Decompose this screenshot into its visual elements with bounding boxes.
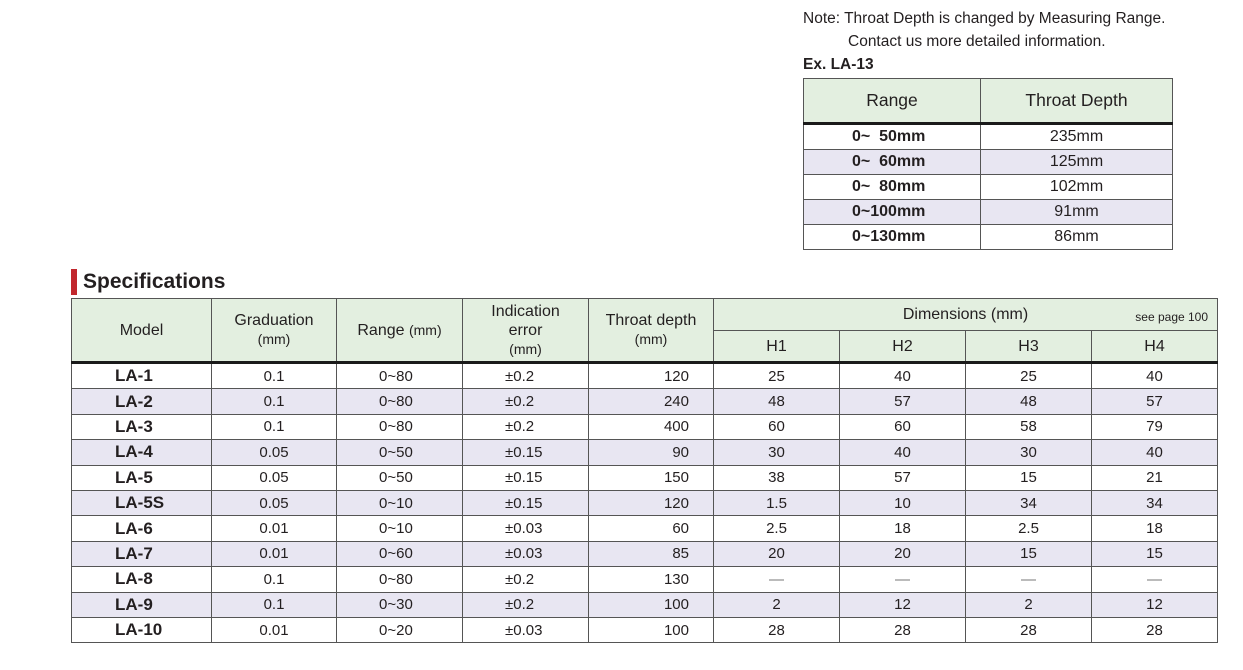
h2-cell: 57 [840,389,966,414]
header-h4: H4 [1092,331,1218,363]
h4-cell: 21 [1092,465,1218,490]
table-row [804,150,1173,175]
throat-depth-cell: 240 [589,389,714,414]
h4-cell: 18 [1092,516,1218,541]
graduation-cell: 0.05 [212,490,337,515]
model-cell: LA-3 [72,414,212,439]
h3-cell: 28 [966,617,1092,642]
depth-cell: 102mm [981,175,1173,200]
h3-cell: 2.5 [966,516,1092,541]
h1-cell: 30 [714,440,840,465]
throat-depth-note [803,7,1165,53]
range-cell: 0~10 [337,490,463,515]
header-model: Model [72,299,212,363]
range-cell: 0~130mm [804,225,981,250]
graduation-cell: 0.01 [212,541,337,566]
range-cell: 0~50 [337,465,463,490]
model-cell: LA-10 [72,617,212,642]
throat-depth-cell: 85 [589,541,714,566]
model-cell: LA-9 [72,592,212,617]
graduation-cell: 0.01 [212,516,337,541]
depth-cell: 91mm [981,200,1173,225]
graduation-cell: 0.1 [212,414,337,439]
graduation-cell: 0.1 [212,389,337,414]
h1-cell: 25 [714,363,840,389]
indication-error-cell: ±0.03 [463,541,589,566]
graduation-cell: 0.1 [212,363,337,389]
note-line-2: Contact us more detailed information. [848,33,1106,50]
table-row [72,541,1218,566]
range-cell: 0~ 50mm [804,124,981,150]
table-row [72,440,1218,465]
h2-cell: 12 [840,592,966,617]
table-row [72,567,1218,592]
model-cell: LA-5S [72,490,212,515]
table-row [72,490,1218,515]
h4-cell: 12 [1092,592,1218,617]
indication-error-cell: ±0.15 [463,440,589,465]
heading-accent-bar [71,269,77,295]
h3-cell: — [966,567,1092,592]
h2-cell: 57 [840,465,966,490]
h4-cell: 15 [1092,541,1218,566]
h2-cell: 28 [840,617,966,642]
range-cell: 0~10 [337,516,463,541]
indication-error-cell: ±0.15 [463,490,589,515]
model-cell: LA-1 [72,363,212,389]
indication-error-cell: ±0.03 [463,617,589,642]
throat-depth-cell: 90 [589,440,714,465]
indication-error-cell: ±0.03 [463,516,589,541]
range-cell: 0~60 [337,541,463,566]
table-row [804,124,1173,150]
graduation-cell: 0.1 [212,592,337,617]
graduation-cell: 0.01 [212,617,337,642]
model-cell: LA-6 [72,516,212,541]
header-dimensions [714,299,1218,331]
h2-cell: 10 [840,490,966,515]
header-h2: H2 [840,331,966,363]
graduation-cell: 0.1 [212,567,337,592]
example-label: Ex. LA-13 [803,56,874,73]
range-cell: 0~ 80mm [804,175,981,200]
h3-cell: 30 [966,440,1092,465]
header-throat-depth: Throat Depth [981,79,1173,124]
note-line-1: Note: Throat Depth is changed by Measuring Range. [803,10,1166,27]
h4-cell: 57 [1092,389,1218,414]
table-row [72,389,1218,414]
header-range: Range (mm) [337,299,463,363]
example-range-table [803,78,1173,250]
h1-cell: 28 [714,617,840,642]
h1-cell: 60 [714,414,840,439]
indication-error-cell: ±0.15 [463,465,589,490]
depth-cell: 86mm [981,225,1173,250]
model-cell: LA-2 [72,389,212,414]
h1-cell: 1.5 [714,490,840,515]
graduation-cell: 0.05 [212,440,337,465]
h1-cell: 38 [714,465,840,490]
h3-cell: 2 [966,592,1092,617]
throat-depth-cell: 400 [589,414,714,439]
range-cell: 0~80 [337,363,463,389]
range-cell: 0~ 60mm [804,150,981,175]
indication-error-cell: ±0.2 [463,389,589,414]
range-cell: 0~30 [337,592,463,617]
h4-cell: — [1092,567,1218,592]
h2-cell: 18 [840,516,966,541]
model-cell: LA-7 [72,541,212,566]
specifications-heading [71,268,225,295]
throat-depth-cell: 150 [589,465,714,490]
range-cell: 0~50 [337,440,463,465]
indication-error-cell: ±0.2 [463,592,589,617]
range-cell: 0~100mm [804,200,981,225]
specifications-table [71,298,1218,643]
graduation-cell: 0.05 [212,465,337,490]
throat-depth-cell: 100 [589,592,714,617]
h1-cell: 2 [714,592,840,617]
specifications-body [72,363,1218,643]
table-row [72,363,1218,389]
h4-cell: 34 [1092,490,1218,515]
indication-error-cell: ±0.2 [463,567,589,592]
header-throat-depth: Throat depth (mm) [589,299,714,363]
table-row [72,465,1218,490]
h1-cell: — [714,567,840,592]
table-row [804,200,1173,225]
h3-cell: 25 [966,363,1092,389]
h3-cell: 58 [966,414,1092,439]
range-cell: 0~80 [337,414,463,439]
throat-depth-cell: 60 [589,516,714,541]
range-cell: 0~80 [337,389,463,414]
h2-cell: 40 [840,363,966,389]
table-row [804,175,1173,200]
table-row [72,592,1218,617]
throat-depth-cell: 130 [589,567,714,592]
throat-depth-cell: 100 [589,617,714,642]
see-page-reference: see page 100 [1135,310,1209,324]
dimensions-title: Dimensions (mm) [902,306,1029,323]
model-cell: LA-4 [72,440,212,465]
header-range: Range [804,79,981,124]
h1-cell: 48 [714,389,840,414]
header-h1: H1 [714,331,840,363]
indication-error-cell: ±0.2 [463,414,589,439]
throat-depth-cell: 120 [589,363,714,389]
range-cell: 0~20 [337,617,463,642]
table-row [72,516,1218,541]
h2-cell: 60 [840,414,966,439]
h2-cell: — [840,567,966,592]
header-graduation: Graduation (mm) [212,299,337,363]
specifications-title: Specifications [83,269,226,293]
model-cell: LA-8 [72,567,212,592]
h4-cell: 40 [1092,440,1218,465]
throat-depth-cell: 120 [589,490,714,515]
h3-cell: 15 [966,541,1092,566]
h3-cell: 34 [966,490,1092,515]
h1-cell: 2.5 [714,516,840,541]
table-row [72,617,1218,642]
depth-cell: 235mm [981,124,1173,150]
header-h3: H3 [966,331,1092,363]
h1-cell: 20 [714,541,840,566]
h3-cell: 48 [966,389,1092,414]
header-indication-error: Indication error (mm) [463,299,589,363]
range-cell: 0~80 [337,567,463,592]
table-row [72,414,1218,439]
h2-cell: 40 [840,440,966,465]
model-cell: LA-5 [72,465,212,490]
h3-cell: 15 [966,465,1092,490]
depth-cell: 125mm [981,150,1173,175]
h2-cell: 20 [840,541,966,566]
h4-cell: 40 [1092,363,1218,389]
table-row [804,225,1173,250]
h4-cell: 28 [1092,617,1218,642]
indication-error-cell: ±0.2 [463,363,589,389]
h4-cell: 79 [1092,414,1218,439]
